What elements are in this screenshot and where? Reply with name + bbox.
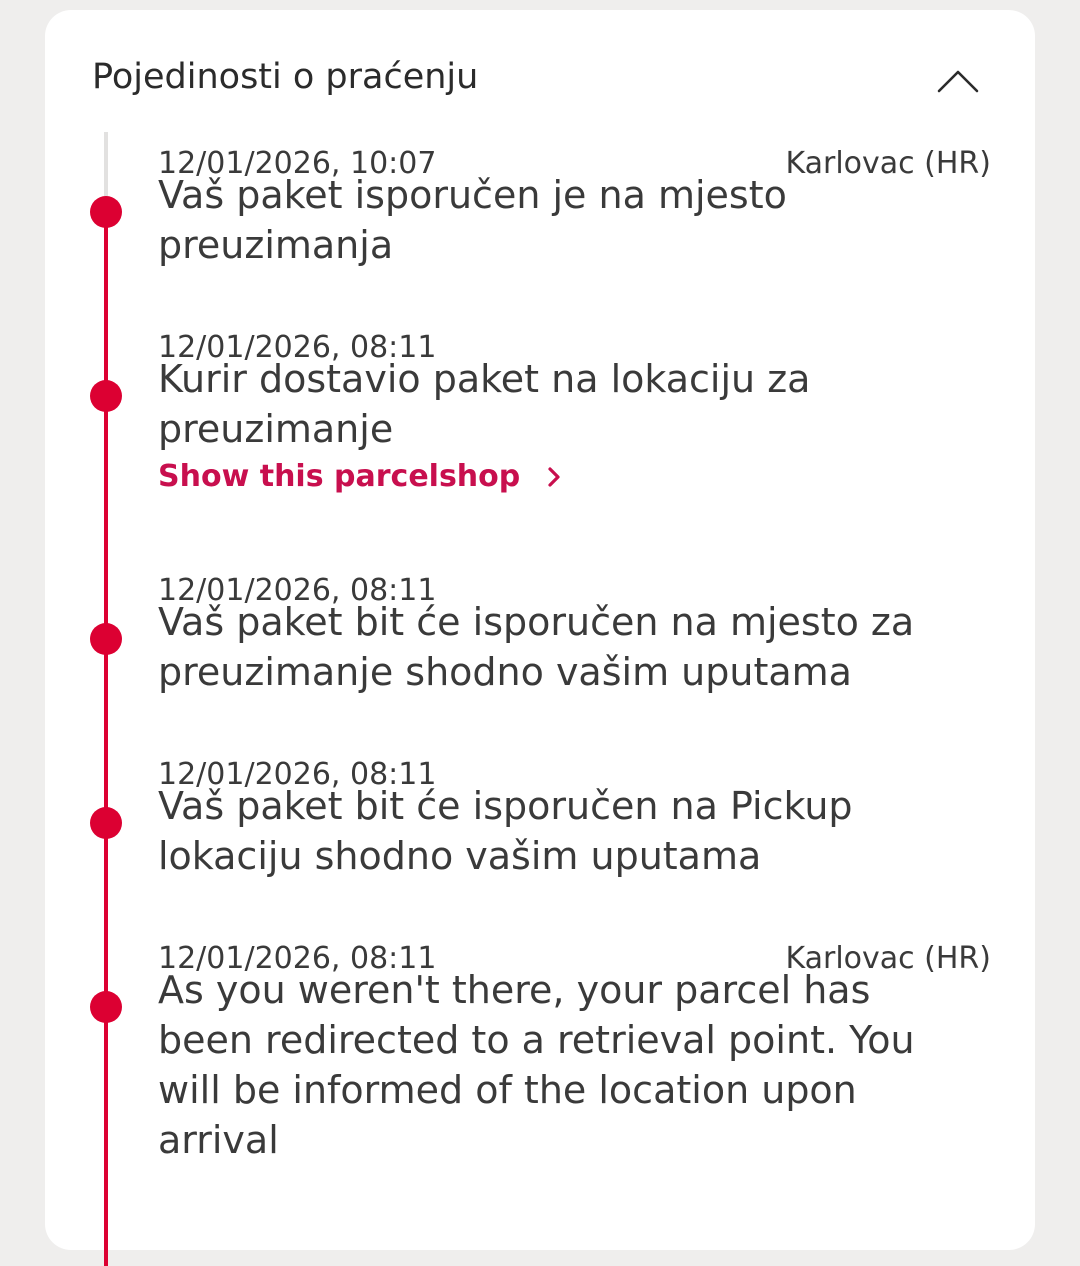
event-description: Vaš paket bit će isporučen na mjesto za preuzimanje shodno vašim uputama: [158, 600, 915, 694]
show-parcelshop-label: Show this parcelshop: [158, 459, 521, 494]
timeline-dot: [90, 623, 122, 655]
timeline-dot: [90, 807, 122, 839]
event-description: Kurir dostavio paket na lokaciju za preuzimanje: [158, 357, 811, 451]
tracking-details-card: [45, 10, 1035, 1250]
event-time: 12/01/2026, 08:11: [158, 573, 437, 608]
timeline-dot: [90, 196, 122, 228]
event-description: As you weren't there, your parcel has been redirected to a retrieval point. You will be informed of the location upon arrival: [158, 968, 915, 1162]
event-time: 12/01/2026, 08:11: [158, 941, 437, 976]
event-time: 12/01/2026, 08:11: [158, 757, 437, 792]
chevron-up-icon: [928, 58, 988, 102]
collapse-button[interactable]: [928, 58, 988, 102]
timeline-dot: [90, 380, 122, 412]
timeline-line: [104, 206, 108, 1266]
event-description: Vaš paket isporučen je na mjesto preuzimanja: [158, 173, 787, 267]
timeline-dot: [90, 991, 122, 1023]
chevron-right-icon: [546, 464, 562, 490]
event-time: 12/01/2026, 08:11: [158, 330, 437, 365]
show-parcelshop-link[interactable]: [158, 457, 562, 497]
event-location: Karlovac (HR): [785, 941, 991, 976]
event-description: Vaš paket bit će isporučen na Pickup lokaciju shodno vašim uputama: [158, 784, 853, 878]
event-location: Karlovac (HR): [785, 146, 991, 181]
card-title: Pojedinosti o praćenju: [92, 57, 479, 97]
event-time: 12/01/2026, 10:07: [158, 146, 437, 181]
